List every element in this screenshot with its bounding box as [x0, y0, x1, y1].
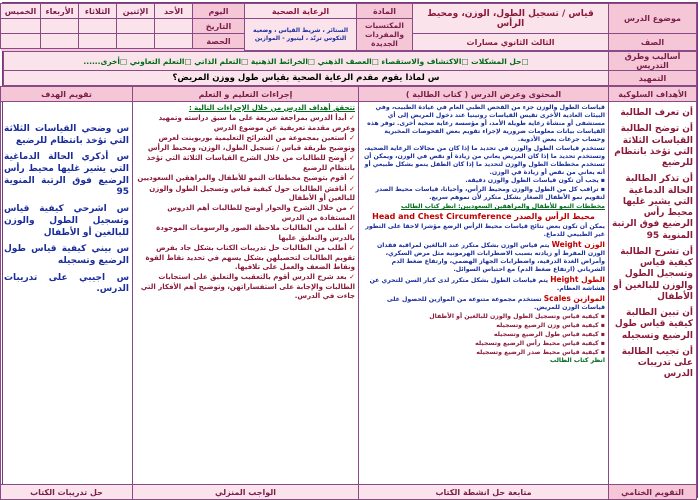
procedure-list-item-1: ▪ كيفية قياس وتسجيل الطول والوزن للبالغين أو الأطفال — [362, 313, 605, 321]
day-5: الخميس — [1, 4, 41, 19]
evaluation-question-3: س اشرحي كيفية قياس وتسجيل الطول والوزن للبالغين أو الأطفال — [4, 204, 129, 238]
date-label: التاريخ — [193, 19, 245, 34]
content-header: المحتوى وعرض الدرس ( كتاب الطالبة ) — [359, 87, 609, 102]
height-text: يتم قياسات الطول بشكل متكرر لدى كبار السن للتحري عن هشاشة العظام. — [369, 277, 605, 292]
procedure-step-8: ✓ أطلب من الطالبات حل تدريبات الكتاب بشكل جاد بفرض تقويم الطالبات لتحصيلهن بشكل يسهم في تحديد نقاط القوة ونقاط الضعف والعمل على تلافيها. — [136, 244, 355, 272]
evaluation-header: تقويم الهدف — [1, 87, 133, 102]
growth-chart-note: مخططات النمو للأطفال والمراهقين السعوديين: انظر كتاب الطالب — [400, 203, 605, 211]
evaluation-question-4: س بيني كيفية قياس طول الرضيع وتسجيله — [4, 244, 129, 266]
strategies-list: □حل المشكلات □الاكتشاف والاستقصاء □العصف الذهني □الخرائط الذهنية □التعلم الذاتي □التعلم التعاوني □أخرى...... — [4, 52, 609, 71]
header-table — [0, 3, 697, 51]
objective-6: أن تجيب الطالبة على تدريبات الدرس — [621, 346, 693, 380]
objective-2: أن توضح الطالبة القياسات الثلاثة التي تؤخذ بانتظام للرضيع — [614, 124, 693, 168]
content-column — [359, 102, 609, 485]
evaluation-question-5: س اجيبي على تدريبات الدرس. — [4, 272, 129, 295]
scales-title: الموازين Scales — [543, 293, 605, 303]
height-title: الطول Height — [550, 275, 605, 285]
evaluation-column — [1, 102, 133, 485]
evaluation-question-2: س أذكري الحالة الدماغية التي يشير غليها محيط رأس الرضيع فوق الرتبة المنوية 95 — [4, 152, 129, 198]
objective-4: أن تشرح الطالبة كيفية قياس وتسجيل الطول والوزن للبالغين أو الأطفال — [613, 246, 693, 302]
evaluation-question-1: س وضحي القياسات الثلاثة التي تؤخذ بانتظام للرضيع — [4, 124, 129, 146]
content-paragraph-3: ▪ يجب أن تكون قياسات الطول والوزن دقيقة. — [362, 177, 605, 185]
subject-value: الرعاية الصحية — [245, 4, 357, 19]
objective-5: أن تبين الطالبة كيفية قياس طول الرضيع وتسجيله — [614, 308, 693, 341]
procedure-list-item-5: ▪ كيفية قياس محيط صدر الرضيع وتسجيله — [362, 349, 605, 357]
day-label: اليوم — [193, 4, 245, 19]
procedure-step-3: ✓ أوضح للطالبات من خلال الشرح القياسات الثلاثة التي تؤخذ بانتظام للرضيع — [136, 154, 355, 173]
intro-label: التمهيد — [609, 71, 697, 86]
procedure-step-1: ✓ أبدأ الدرس بمراجعة سريعة على ما سبق دراسته وتمهيد وعرض مقدمة تعريفية عن موضوع الدرس — [136, 114, 355, 133]
intro-question: س لماذا يقوم مقدم الرعاية الصحية بقياس طول ووزن المريض؟ — [4, 71, 609, 86]
procedure-step-7: ✓ أطلب من الطالبات ملاحظة الصور والرسومات الموجودة بالدرس والتعليق عليها — [136, 224, 355, 243]
activities-followup: متابعة حل انشطة الكتاب — [359, 485, 609, 500]
homework-label: الواجب المنزلي — [133, 485, 359, 500]
lesson-plan-sheet — [2, 2, 698, 498]
period-label: الحصة — [193, 34, 245, 49]
grade-label: الصف — [609, 34, 697, 51]
content-paragraph-4: ▪ تراقب كل من الطول والوزن ومحيط الرأس، وأحيانا، قياسات محيط الصدر لتقويم نمو الأطفال الصغار بشكل متكرر لأن نموهم سريع. — [362, 186, 605, 202]
strategies-label: أساليب وطرق التدريس — [609, 52, 697, 71]
procedure-list-item-4: ▪ كيفية قياس محيط رأس الرضيع وتسجيله — [362, 340, 605, 348]
subject-label: المادة — [357, 4, 413, 19]
objectives-header: الأهداف السلوكية — [609, 87, 697, 102]
procedures-intro: تتحقق أهداف الدرس من خلال الإجراءات التالية : — [188, 104, 355, 112]
grade-value: الثالث الثانوي مسارات — [413, 34, 609, 51]
content-paragraph-1: قياسات الطول والوزن جزء من الفحص الطبي العام في عيادة الطبيب، وفي البيئات العادية الأخرى تقيس القياسات روتينيا عند دخول المريض إلى أي مستشفى أو منشأة رعاية طويلة الأمد، أو مؤسسة رعاية صحية أخرى. توفر هذه القياسات بيانات معلومات ضرورية لإجراء تقويم بعض الفحوصات المخبرية وحساب جرعات بعض الأدوية. — [367, 104, 605, 143]
procedure-step-5: ✓ أناقش الطالبات حول كيفية قياس وتسجيل الطول والوزن للبالغين أو الأطفال — [136, 185, 355, 204]
weight-title: الوزن Weight — [551, 240, 605, 250]
strategies-table — [3, 51, 697, 86]
scales-text: تستخدم مجموعة متنوعة من الموازين للحصول على قياسات الوزن للمريض. — [386, 295, 605, 311]
procedures-column — [133, 102, 359, 485]
objectives-column — [609, 102, 697, 485]
day-3: الثلاثاء — [79, 4, 117, 19]
lesson-topic: قياس / تسجيل الطول، الوزن، ومحيط الرأس — [413, 4, 609, 34]
weight-text: يتم قياس الوزن بشكل متكرر عند البالغين لمراقبة فقدان الوزن المفرط أو زيادته بسبب الاضطرابات الهرمونية مثل مرض السكري، وأمراض الغدة الدرقية، واضطرابات الجهاز الهضمي، وارتفاع ضغط الدم الشرياني (ارتفاع ضغط الدم) مع احتباس السوائل. — [377, 242, 605, 274]
content-paragraph-2: تستخدم قياسات الطول والوزن في تحديد ما إذا كان من مجالات الرعاية الصحية، وتستخدم تحديد ما إذا كان المريض يعاني من زيادة أو نقص في الوزن، ويمكن أن تستخدم مخططات الطول والوزن لتحديد ما إذا كان الطفل ينمو بشكل طبيعي أو أنه يعاني من نقص أو زيادة في الوزن. — [363, 144, 605, 176]
day-4: الأربعاء — [41, 4, 79, 19]
procedures-header: إجراءات التعليم و التعلم — [133, 87, 359, 102]
procedure-list-item-2: ▪ كيفية قياس وزن الرضيع وتسجيله — [362, 322, 605, 330]
procedure-step-2: ✓ أستعين بمجموعة من الشرائح التعليمية بوربوينت لعرض وتوضيح طريقة قياس / تسجيل الطول، الوزن، ومحيط الرأس — [136, 134, 355, 153]
day-2: الإثنين — [117, 4, 155, 19]
student-book-note: انظر كتاب الطالب — [550, 357, 605, 365]
book-exercises: حل تدريبات الكتاب — [1, 485, 133, 500]
objective-3: أن تذكر الطالبة الحالة الدماغية التي يشير غليها محيط رأس الرضيع فوق الرتبة المنوية 95 — [611, 174, 693, 241]
head-chest-title: محيط الرأس والصدر Head and Chest Circumference — [372, 212, 595, 222]
procedure-list-item-3: ▪ كيفية قياس طول الرضيع وتسجيله — [362, 331, 605, 339]
tools-value: الستائر ، شريط القياس ، وضعية التكوس ترنّد ، ليتيور - الموازين — [245, 19, 357, 51]
final-evaluation-label: التقويم الختامي — [609, 485, 697, 500]
objective-1: أن تعرف الطالبة — [620, 108, 693, 118]
tools-label: المكتسبات والمفردات الجديدة — [357, 19, 413, 51]
main-table — [0, 86, 697, 500]
procedure-step-4: ✓ أقوم بتوضيح مخططات النمو للأطفال والمراهقين السعوديين — [136, 174, 355, 183]
procedure-step-6: ✓ من خلال الشرح والحوار أوضح للطالبات أهم الدروس المستفادة من الدرس — [136, 204, 355, 223]
head-chest-text: يمكن أن تكون بعض نتائج قياسات محيط الرأس الرضع مؤشرا لاحقا على التطور غير الطبيعي للدماغ. — [365, 223, 605, 239]
lesson-topic-label: موضوع الدرس — [609, 4, 697, 34]
day-1: الأحد — [155, 4, 193, 19]
procedure-step-9: ✓ بعد شرح الدرس أقوم بالتعقيب والتعليق على استجابات الطالبات والإجابة على استفساراتهن، وتوضيح أهم الأفكار التي جاءت في الدرس. — [136, 273, 355, 301]
